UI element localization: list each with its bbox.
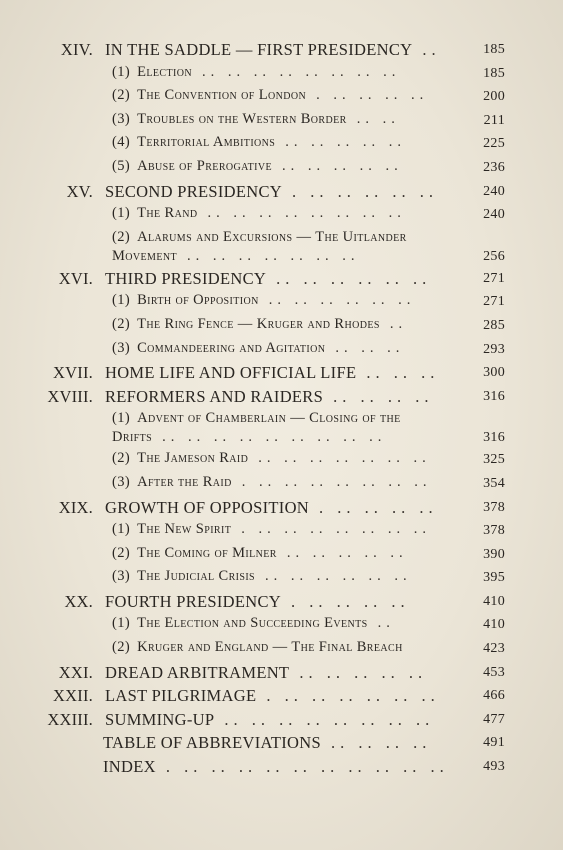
section-index: (1): [112, 292, 131, 309]
chapter-number: XXII.: [53, 686, 93, 706]
entry-title-text: Kruger and England — The Final Breach: [137, 639, 403, 656]
section-index: (2): [112, 315, 131, 332]
leader-dots: .. .. .. ..: [333, 386, 434, 406]
section-index: (3): [112, 110, 131, 127]
entry-title-text: IN THE SADDLE — FIRST PRESIDENCY: [105, 40, 413, 59]
entry-title-text: REFORMERS AND RAIDERS: [105, 386, 324, 406]
entry-title: [105, 363, 439, 383]
entry-title: [112, 410, 401, 446]
chapter-entry: [0, 592, 563, 616]
section-index: (1): [112, 63, 131, 80]
entry-title: [112, 134, 406, 151]
leader-dots: . .. .. .. .. .. .. ..: [241, 521, 431, 538]
entry-title-text: Advent of Chamberlain — Closing of the: [137, 410, 401, 427]
section-index: (3): [112, 473, 131, 490]
section-entry: [0, 316, 563, 340]
leader-dots: .. .. .. .. .. ..: [276, 268, 432, 288]
page-number: 316: [483, 388, 505, 404]
page-number: 200: [483, 89, 505, 105]
entry-title-text: Alarums and Excursions — The Uitlander: [137, 228, 407, 245]
page-number: 271: [483, 294, 505, 310]
page-number: 240: [483, 207, 505, 223]
section-entry: [0, 87, 563, 111]
page-number: 378: [483, 499, 505, 515]
page-number: 453: [483, 664, 505, 680]
leader-dots: .. .. .. .. .. .. ..: [186, 247, 360, 264]
chapter-number: XXI.: [58, 662, 93, 682]
page-number: 493: [483, 759, 505, 775]
page-number: 325: [483, 452, 505, 468]
section-entry: [0, 64, 563, 88]
section-entry: [0, 292, 563, 316]
chapter-entry: [0, 710, 563, 734]
leader-dots: .. .. .. .. ..: [299, 662, 428, 682]
leader-dots: . .. .. .. ..: [319, 497, 438, 517]
section-entry: [0, 474, 563, 498]
entry-title: [103, 757, 449, 777]
entry-title: [112, 158, 403, 175]
entry-title-text: INDEX: [103, 757, 156, 777]
entry-title: [112, 521, 431, 538]
page-number: 378: [483, 523, 505, 539]
section-entry: [0, 410, 563, 450]
entry-title-text: GROWTH OF OPPOSITION: [105, 497, 310, 517]
section-entry: [0, 568, 563, 592]
entry-title: [105, 710, 434, 730]
entry-title: [112, 292, 415, 309]
chapter-number: XVII.: [53, 363, 93, 383]
section-index: (2): [112, 228, 131, 245]
entry-title: [112, 205, 406, 222]
entry-title: [112, 340, 404, 357]
entry-title-continuation: [112, 429, 401, 446]
chapter-number: XVIII.: [47, 386, 93, 406]
entry-title: [105, 387, 433, 407]
entry-title-text: The Rand: [137, 205, 198, 222]
leader-dots: .. .. .. .. .. .. ..: [258, 450, 431, 467]
entry-title-text: The Election and Succeeding Events: [137, 615, 368, 632]
section-entry: [0, 450, 563, 474]
entry-title: [103, 733, 431, 753]
table-of-contents: [0, 40, 563, 781]
section-index: (1): [112, 205, 131, 222]
leader-dots: ..: [377, 615, 395, 632]
page-number: 316: [483, 430, 505, 446]
section-entry: [0, 521, 563, 545]
entry-title-line2: Movement: [112, 247, 177, 264]
entry-title-text: THIRD PRESIDENCY: [105, 268, 267, 288]
section-index: (2): [112, 639, 131, 656]
entry-title-continuation: [112, 248, 407, 265]
entry-title-text: The Jameson Raid: [137, 450, 249, 467]
entry-title-text: The Judicial Crisis: [137, 568, 256, 585]
entry-title: [112, 87, 428, 104]
entry-title-text: Election: [137, 63, 192, 80]
leader-dots: ..: [389, 315, 408, 332]
entry-title: [112, 450, 431, 467]
leader-dots: . .. .. .. .. .. .. ..: [241, 473, 432, 490]
entry-title: [112, 568, 412, 585]
page-number: 256: [483, 248, 505, 264]
leader-dots: . .. .. .. .. .. ..: [266, 686, 440, 706]
section-index: (2): [112, 87, 131, 104]
page-number: 390: [483, 546, 505, 562]
entry-title: [112, 545, 408, 562]
leader-dots: .. .. .. .. ..: [285, 134, 407, 151]
page-number: 185: [483, 65, 505, 81]
page-number: 477: [483, 711, 505, 727]
chapter-number: XVI.: [58, 268, 93, 288]
section-index: (1): [112, 521, 131, 538]
entry-title: [105, 269, 431, 289]
entry-title-text: HOME LIFE AND OFFICIAL LIFE: [105, 363, 357, 383]
chapter-entry: [0, 686, 563, 710]
entry-title: [105, 40, 441, 60]
page-number: 410: [483, 617, 505, 633]
leader-dots: .. .. .. .. .. .. .. ..: [201, 63, 401, 80]
entry-title-text: Territorial Ambitions: [137, 134, 276, 151]
chapter-number: XXIII.: [47, 709, 93, 729]
entry-title-text: Troubles on the Western Border: [137, 110, 347, 127]
page-number: 185: [483, 42, 505, 57]
entry-title-text: After the Raid: [137, 473, 232, 490]
page-number: 410: [483, 593, 505, 609]
entry-title-text: LAST PILGRIMAGE: [105, 686, 257, 706]
section-entry: [0, 229, 563, 269]
entry-title: [105, 592, 410, 612]
leader-dots: .. ..: [356, 110, 400, 127]
chapter-entry: [0, 498, 563, 522]
section-index: (5): [112, 157, 131, 174]
page-number: 293: [483, 341, 505, 357]
chapter-entry: [0, 269, 563, 293]
entry-title: [112, 229, 407, 265]
entry-title-text: TABLE OF ABBREVIATIONS: [103, 733, 321, 753]
leader-dots: .. .. .. .. .. ..: [268, 292, 416, 309]
leader-dots: . .. .. .. .. .. .. .. .. .. ..: [165, 757, 449, 777]
section-entry: [0, 158, 563, 182]
entry-title-text: DREAD ARBITRAMENT: [105, 662, 290, 682]
entry-title: [105, 182, 438, 202]
entry-title-text: SUMMING-UP: [105, 709, 215, 729]
leader-dots: . .. .. .. ..: [316, 87, 429, 104]
page-number: 271: [483, 270, 505, 286]
leader-dots: .. .. .. .. .. .. .. ..: [207, 205, 406, 222]
page-number: 300: [483, 365, 505, 381]
chapter-entry: [0, 663, 563, 687]
entry-title-text: The Ring Fence — Kruger and Rhodes: [137, 315, 380, 332]
leader-dots: .. .. .. .. ..: [286, 544, 408, 561]
entry-title: [112, 474, 432, 491]
entry-title-text: The New Spirit: [137, 521, 232, 538]
page-number: 285: [483, 317, 505, 333]
entry-title-text: Abuse of Prerogative: [137, 157, 273, 174]
leader-dots: .. .. ..: [335, 339, 405, 356]
section-entry: [0, 340, 563, 364]
page-number: 354: [483, 475, 505, 491]
entry-title-text: The Coming of Milner: [137, 544, 277, 561]
page-number: 423: [483, 641, 505, 657]
entry-title: [105, 663, 427, 683]
entry-title-line2: Drifts: [112, 429, 153, 446]
page-number: 211: [483, 112, 505, 128]
section-entry: [0, 639, 563, 663]
entry-title: [105, 686, 440, 706]
section-entry: [0, 545, 563, 569]
section-entry: [0, 111, 563, 135]
section-index: (4): [112, 134, 131, 151]
section-index: (2): [112, 544, 131, 561]
entry-title-text: FOURTH PRESIDENCY: [105, 591, 282, 611]
leader-dots: .. .. .. .. .. .. .. .. ..: [162, 429, 387, 446]
entry-title: [112, 111, 400, 128]
backmatter-entry: [0, 733, 563, 757]
section-index: (1): [112, 615, 131, 632]
chapter-entry: [0, 40, 563, 64]
entry-title: [112, 316, 407, 333]
entry-title: [105, 498, 438, 518]
chapter-entry: [0, 182, 563, 206]
leader-dots: .. .. .. ..: [330, 733, 432, 753]
leader-dots: .. .. .. .. .. .. .. ..: [224, 709, 435, 729]
leader-dots: . .. .. .. .. ..: [292, 181, 438, 201]
entry-title-text: SECOND PRESIDENCY: [105, 181, 282, 201]
section-entry: [0, 134, 563, 158]
section-entry: [0, 205, 563, 229]
page-number: 466: [483, 688, 505, 704]
chapter-number: XIX.: [58, 497, 93, 517]
entry-title: [112, 615, 395, 632]
chapter-entry: [0, 363, 563, 387]
section-index: (3): [112, 339, 131, 356]
entry-title-text: Commandeering and Agitation: [137, 339, 326, 356]
page-number: 225: [483, 136, 505, 152]
section-index: (2): [112, 450, 131, 467]
entry-title-text: The Convention of London: [137, 87, 307, 104]
chapter-number: XIV.: [60, 40, 93, 59]
page-number: 491: [483, 735, 505, 751]
leader-dots: ..: [422, 40, 441, 59]
page-number: 240: [483, 183, 505, 199]
backmatter-entry: [0, 757, 563, 781]
section-index: (1): [112, 410, 131, 427]
leader-dots: .. .. .. .. .. ..: [265, 568, 412, 585]
section-index: (3): [112, 568, 131, 585]
entry-title-text: Birth of Opposition: [137, 292, 259, 309]
section-entry: [0, 615, 563, 639]
chapter-entry: [0, 387, 563, 411]
entry-title: [112, 639, 413, 656]
leader-dots: .. .. .. .. ..: [282, 157, 403, 174]
leader-dots: .. .. ..: [366, 363, 440, 383]
leader-dots: . .. .. .. ..: [291, 591, 410, 611]
entry-title: [112, 64, 400, 81]
page-number: 395: [483, 570, 505, 586]
page-number: 236: [483, 159, 505, 175]
chapter-number: XX.: [64, 591, 93, 611]
chapter-number: XV.: [66, 181, 93, 201]
